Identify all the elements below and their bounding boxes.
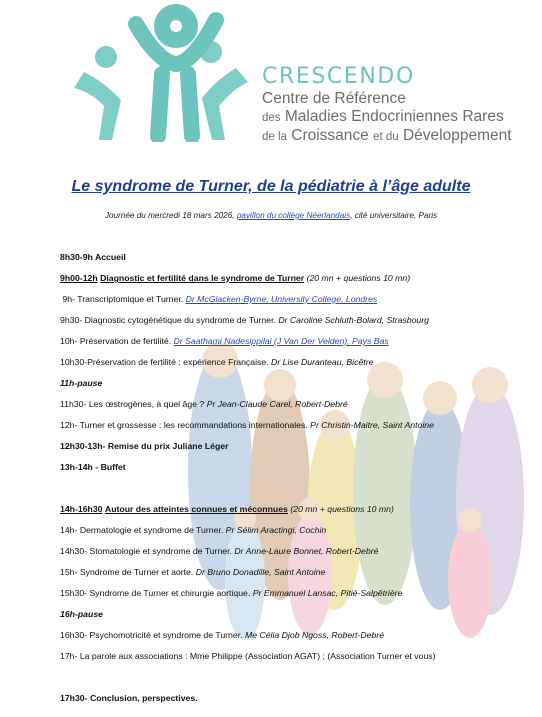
program-item bbox=[60, 462, 126, 473]
program-item bbox=[60, 252, 126, 263]
item-time: 16h30- bbox=[60, 630, 88, 640]
item-time: 16h- bbox=[60, 609, 78, 619]
program-item bbox=[60, 399, 348, 410]
program-item bbox=[60, 651, 436, 662]
item-time: 13h-14h - bbox=[60, 462, 99, 472]
item-text: Syndrome de Turner et aorte. bbox=[79, 567, 194, 577]
speaker-link[interactable]: Dr Saathami Nadesippilai (J Van Der Velden), Pays Bas bbox=[173, 336, 389, 346]
section-time: 9h00-12h bbox=[60, 273, 98, 283]
item-speaker: Pr Jean-Claude Carel, Robert-Debré bbox=[206, 399, 348, 409]
crescendo-logo-icon bbox=[66, 2, 256, 142]
program-item bbox=[60, 294, 377, 305]
item-time: 12h- bbox=[60, 420, 78, 430]
item-text: Diagnostic cytogénétique du syndrome de Turner. bbox=[84, 315, 276, 325]
item-time: 9h30- bbox=[60, 315, 83, 325]
pause-item bbox=[60, 609, 103, 620]
brand-line3-end: Développement bbox=[402, 127, 512, 144]
brand-name: CRESCENDO bbox=[262, 64, 415, 89]
item-text: Préservation de fertilité. bbox=[79, 336, 172, 346]
item-text: Préservation de fertilité : expérience Française. bbox=[87, 357, 269, 367]
pause-item bbox=[60, 378, 102, 389]
program-item bbox=[60, 315, 429, 326]
section-note: (20 mn + questions 10 mn) bbox=[290, 504, 394, 514]
section-time: 14h-16h30 bbox=[60, 504, 103, 514]
item-speaker: Pr Emmanuel Lansac, Pitié-Salpêtrière bbox=[252, 588, 403, 598]
item-time: 14h30- bbox=[60, 546, 88, 556]
section-note: (20 mn + questions 10 mn) bbox=[306, 273, 411, 283]
item-text: Conclusion, perspectives. bbox=[89, 693, 198, 703]
item-time: 11h- bbox=[60, 378, 78, 388]
item-speaker: Dr Bruno Donadille, Saint Antoine bbox=[195, 567, 326, 577]
item-text: Dermatologie et syndrome de Turner. bbox=[79, 525, 224, 535]
item-text: Transcriptomique et Turner. bbox=[77, 294, 184, 304]
item-time: 17h- bbox=[60, 651, 78, 661]
item-time: 15h- bbox=[60, 567, 78, 577]
item-text: Les œstrogènes, à quel âge ? bbox=[88, 399, 205, 409]
item-speaker: Pr Sélim Aractingi, Cochin bbox=[225, 525, 327, 535]
brand-line-3 bbox=[262, 127, 512, 146]
item-text: pause bbox=[77, 378, 103, 388]
item-time: 8h30-9h bbox=[60, 252, 93, 262]
subtitle-prefix: Journée du mercredi 18 mars 2026, bbox=[104, 211, 235, 220]
item-speaker: Me Célia Djob Ngoss, Robert-Debré bbox=[244, 630, 385, 640]
item-text: Syndrome de Turner et chirurgie aortique. bbox=[89, 588, 251, 598]
program-item bbox=[60, 420, 434, 431]
program-item bbox=[60, 357, 373, 368]
document-title: Le syndrome de Turner, de la pédiatrie à l’âge adulte bbox=[71, 178, 471, 195]
brand-line3-small1: de la bbox=[262, 131, 287, 143]
brand-line2-text: Maladies Endocriniennes Rares bbox=[284, 108, 504, 125]
item-speaker: Dr Lise Duranteau, Bicêtre bbox=[271, 357, 374, 367]
section-title: Diagnostic et fertilité dans le syndrome de Turner bbox=[100, 273, 305, 283]
brand-block bbox=[262, 64, 512, 146]
brand-line-2 bbox=[262, 108, 512, 127]
brand-line1-text: Centre de Référence bbox=[262, 90, 406, 107]
speaker-link[interactable]: Dr McGlacken-Byrne, University College, Londres bbox=[185, 294, 378, 304]
venue-link[interactable]: pavillon du collège Néerlandais bbox=[236, 211, 351, 220]
program-item bbox=[60, 546, 378, 557]
brand-line3-small2: et du bbox=[373, 131, 399, 143]
brand-line-1 bbox=[262, 90, 512, 108]
program-item bbox=[60, 630, 384, 641]
section-heading bbox=[60, 504, 394, 515]
item-text: Stomatologie et syndrome de Turner. bbox=[89, 546, 232, 556]
item-text: pause bbox=[77, 609, 103, 619]
family-illustration-icon bbox=[150, 330, 542, 660]
section-heading bbox=[60, 273, 410, 284]
subtitle-suffix: , cité universitaire, Paris bbox=[350, 211, 438, 220]
item-time: 9h- bbox=[62, 294, 75, 304]
item-speaker: Dr Caroline Schluth-Bolard, Strasbourg bbox=[278, 315, 429, 325]
item-text: La parole aux associations : Mme Philippe (Association AGAT) ; (Association Turner et vous) bbox=[79, 651, 436, 661]
item-time: 15h30- bbox=[60, 588, 88, 598]
item-time: 12h30-13h- bbox=[60, 441, 106, 451]
program-item bbox=[60, 441, 229, 452]
program-item bbox=[60, 567, 325, 578]
brand-line2-small: des bbox=[262, 112, 281, 124]
program-item bbox=[60, 588, 402, 599]
item-text: Turner et grossesse : les recommandations internationales. bbox=[79, 420, 308, 430]
brand-line3-text: Croissance bbox=[291, 127, 369, 144]
item-text: Buffet bbox=[100, 462, 126, 472]
section-title: Autour des atteintes connues et méconnues bbox=[104, 504, 288, 514]
program-item bbox=[60, 693, 198, 704]
item-speaker: Dr Anne-Laure Bonnet, Robert-Debré bbox=[234, 546, 379, 556]
item-time: 10h- bbox=[60, 336, 78, 346]
item-time: 10h30- bbox=[60, 357, 88, 367]
item-text: Psychomotricité et syndrome de Turner. bbox=[89, 630, 243, 640]
program-item bbox=[60, 525, 326, 536]
item-time: 14h- bbox=[60, 525, 78, 535]
event-subtitle bbox=[0, 211, 542, 220]
item-text: Accueil bbox=[94, 252, 126, 262]
item-speaker: Pr Christin-Maitre, Saint Antoine bbox=[310, 420, 434, 430]
program-item bbox=[60, 336, 389, 347]
item-time: 11h30- bbox=[60, 399, 87, 409]
item-time: 17h30- bbox=[60, 693, 88, 703]
item-text: Remise du prix Juliane Léger bbox=[107, 441, 229, 451]
